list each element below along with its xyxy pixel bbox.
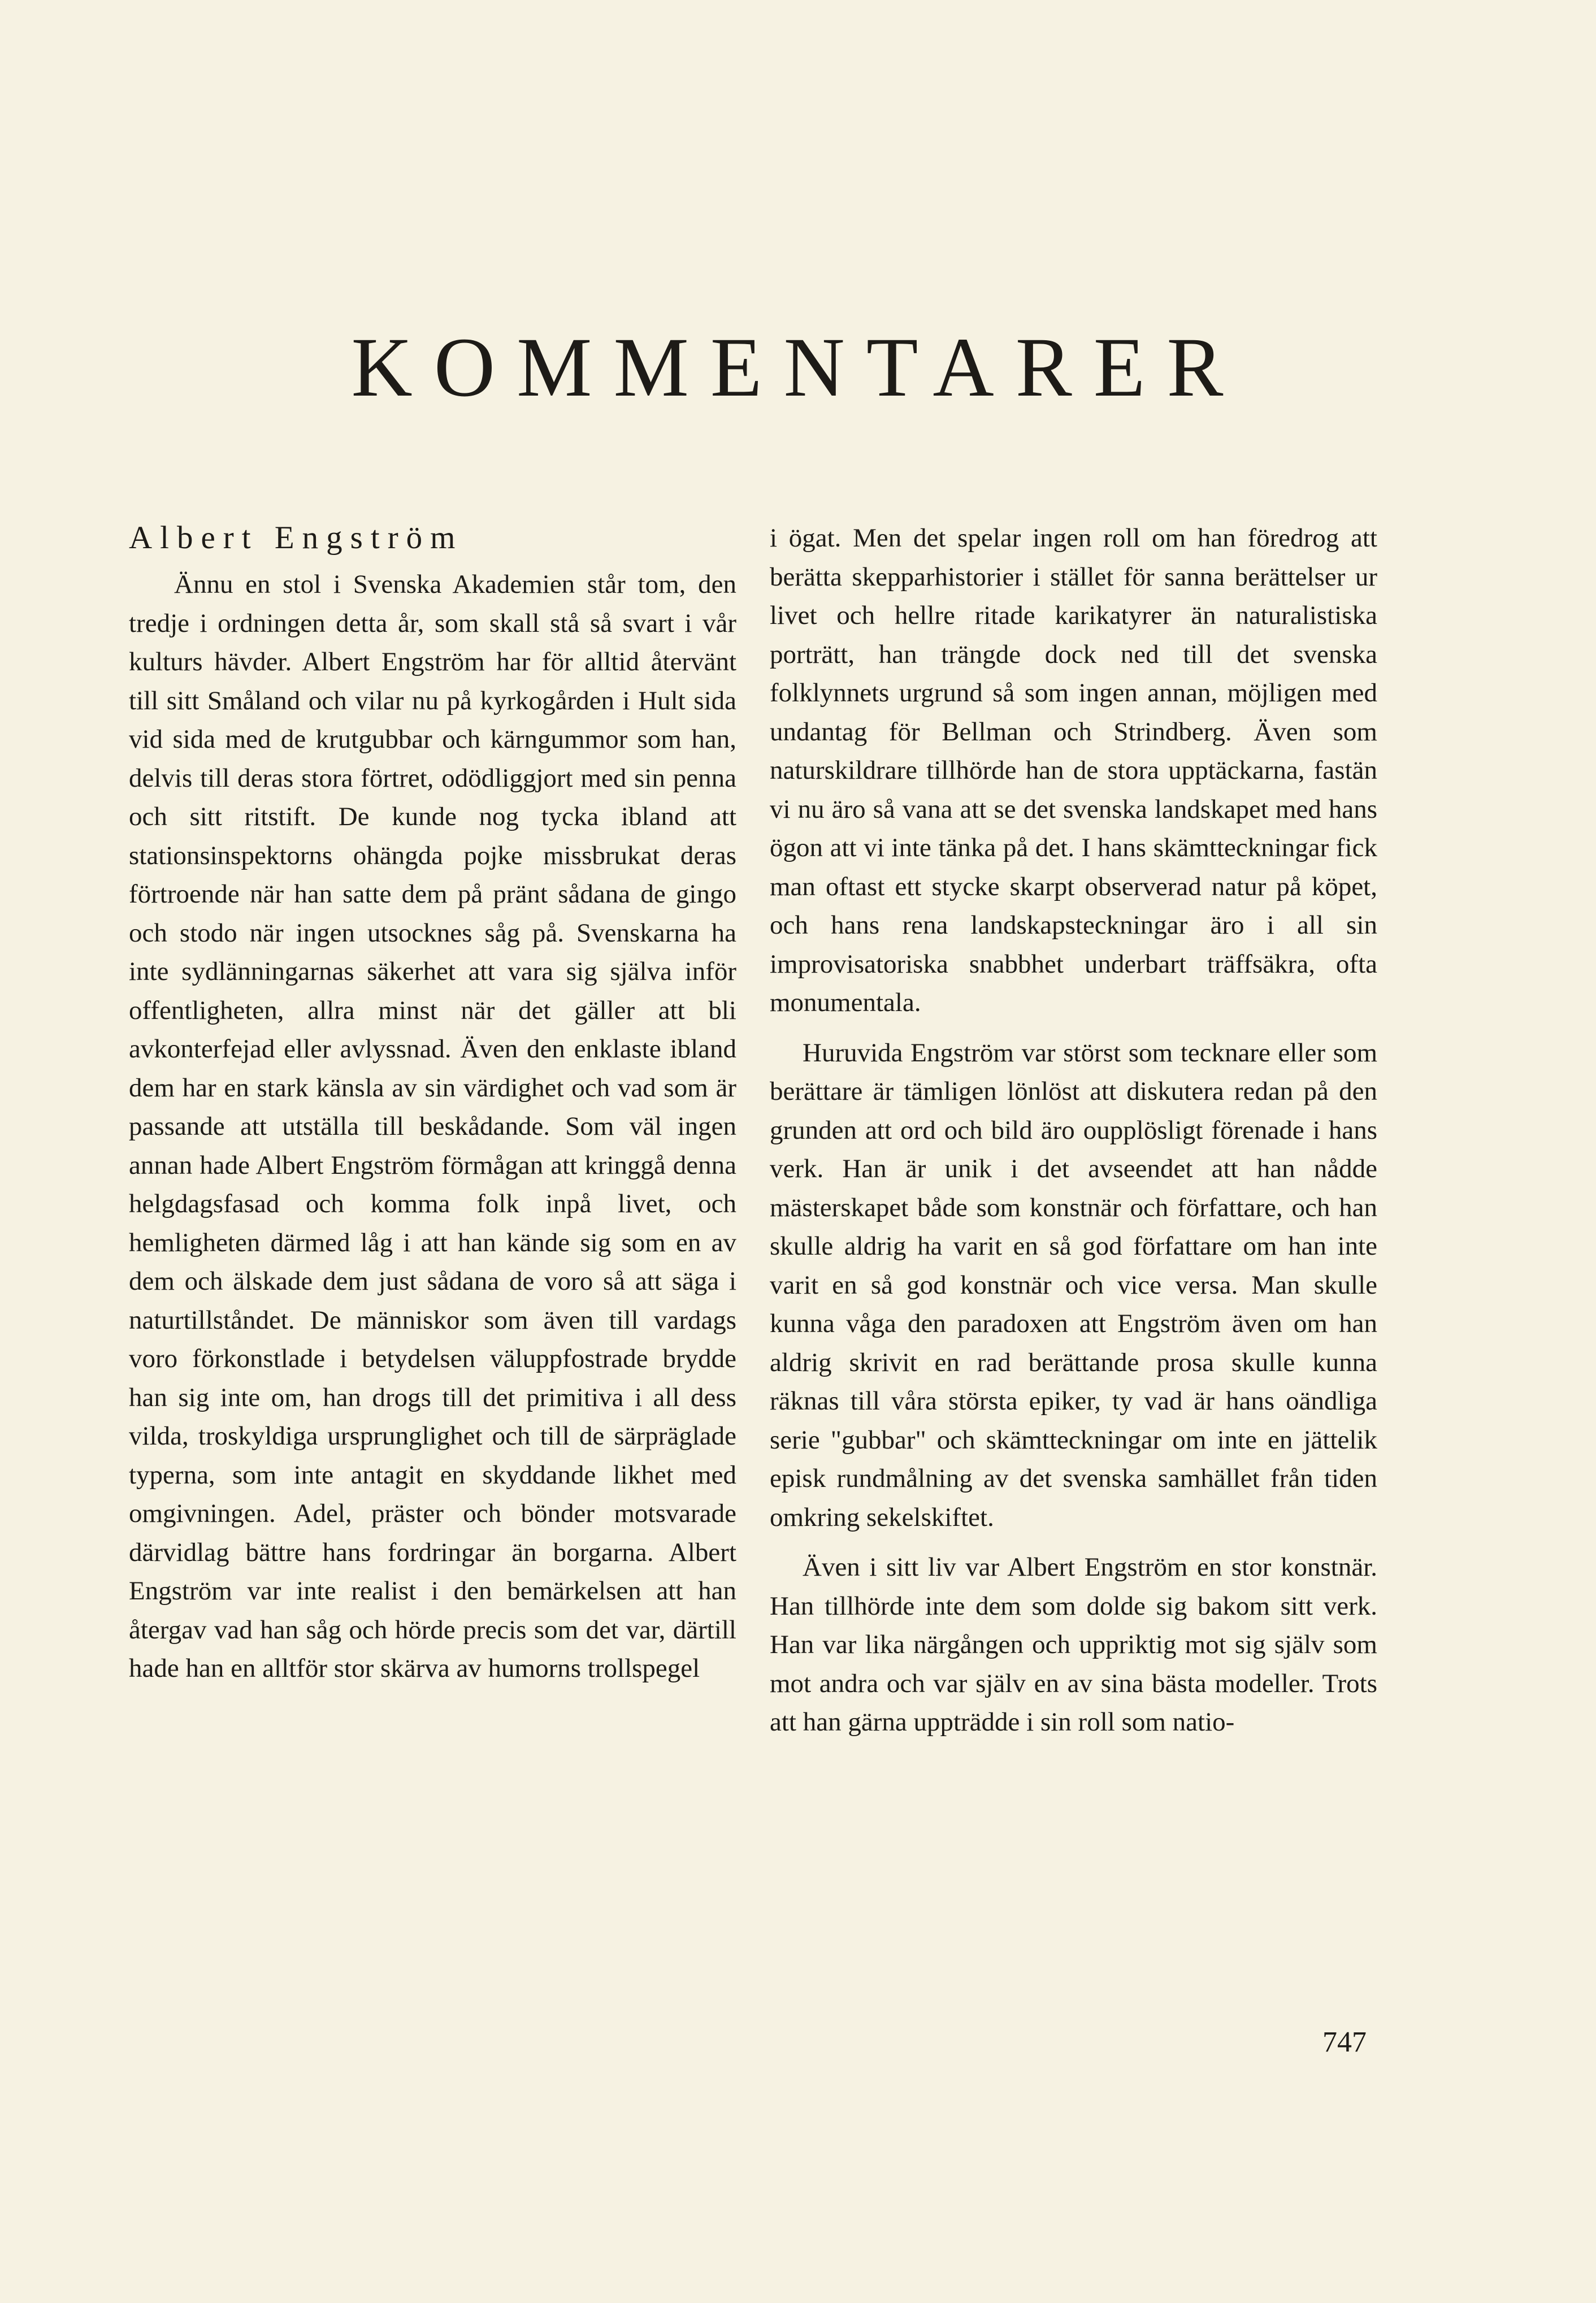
page-number: 747 xyxy=(1322,2026,1367,2058)
right-column xyxy=(770,519,1377,1753)
paragraph: Huruvida Engström var störst som tecknare eller som berättare är tämligen lönlöst att diskutera redan på den grunden att ord och bild äro oupplösligt förenade i hans verk. Han är unik i det avseendet att han nådde mästerskapet både som konstnär och författare, och han skulle aldrig ha varit en så god författare om han inte varit en så god konstnär och vice versa. Man skulle kunna våga den paradoxen att Engström även om han aldrig skrivit en rad berättande prosa skulle kunna räknas till våra största epiker, ty vad är hans oändliga serie "gubbar" och skämtteckningar om inte en jättelik episk rundmålning av det svenska samhället från tiden omkring sekelskiftet. xyxy=(770,1038,1377,1532)
page-title: KOMMENTARER xyxy=(351,320,1245,414)
left-column xyxy=(129,519,736,1688)
article-heading: Albert Engström xyxy=(129,520,463,556)
paragraph: Även i sitt liv var Albert Engström en stor konstnär. Han tillhörde inte dem som dolde sig bakom sitt verk. Han var lika närgången och uppriktig mot sig själv som mot andra och var själv en av sina bästa modeller. Trots att han gärna uppträdde i sin roll som natio- xyxy=(770,1552,1377,1737)
paragraph: Ännu en stol i Svenska Akademien står tom, den tredje i ordningen detta år, som skall stå så svart i vår kulturs hävder. Albert Engström har för alltid återvänt till sitt Småland och vilar nu på kyrkogården i Hult sida vid sida med de krutgubbar och kärngummor som han, delvis till deras stora förtret, odödliggjort med sin penna och sitt ritstift. De kunde nog tycka ibland att stationsinspektorns ohängda pojke missbrukat deras förtroende när han satte dem på pränt sådana de gingo och stodo när ingen utsocknes såg på. Svenskarna ha inte sydlänningarnas säkerhet att vara sig själva inför offentligheten, allra minst när det gäller att bli avkonterfejad eller avlyssnad. Även den enklaste ibland dem har en stark känsla av sin värdighet och vad som är passande att utställa till beskådande. Som väl ingen annan hade Albert Engström förmågan att kringgå denna helgdagsfasad och komma folk inpå livet, och hemligheten därmed låg i att han kände sig som en av dem och älskade dem just sådana de voro så att säga i naturtillståndet. De människor som även till vardags voro förkonstlade i betydelsen väluppfostrade brydde han sig inte om, han drogs till det primitiva i all dess vilda, troskyldiga ursprunglighet och till de särpräglade typerna, som inte antagit en skyddande likhet med omgivningen. Adel, präster och bönder motsvarade därvidlag bättre hans fordringar än borgarna. Albert Engström var inte realist i den bemärkelsen att han återgav vad han såg och hörde precis som det var, därtill hade han en alltför stor skärva av humorns trollspegel xyxy=(129,570,736,1683)
paragraph: i ögat. Men det spelar ingen roll om han föredrog att berätta skepparhistorier i stället för sanna berättelser ur livet och hellre ritade karikatyrer än naturalistiska porträtt, han trängde dock ned till det svenska folklynnets urgrund så som ingen annan, möjligen med undantag för Bellman och Strindberg. Även som naturskildrare tillhörde han de stora upptäckarna, fastän vi nu äro så vana att se det svenska landskapet med hans ögon att vi inte tänka på det. I hans skämtteckningar fick man oftast ett stycke skarpt observerad natur på köpet, och hans rena landskapsteckningar äro i all sin improvisatoriska snabbhet underbart träffsäkra, ofta monumentala. xyxy=(770,523,1377,1017)
